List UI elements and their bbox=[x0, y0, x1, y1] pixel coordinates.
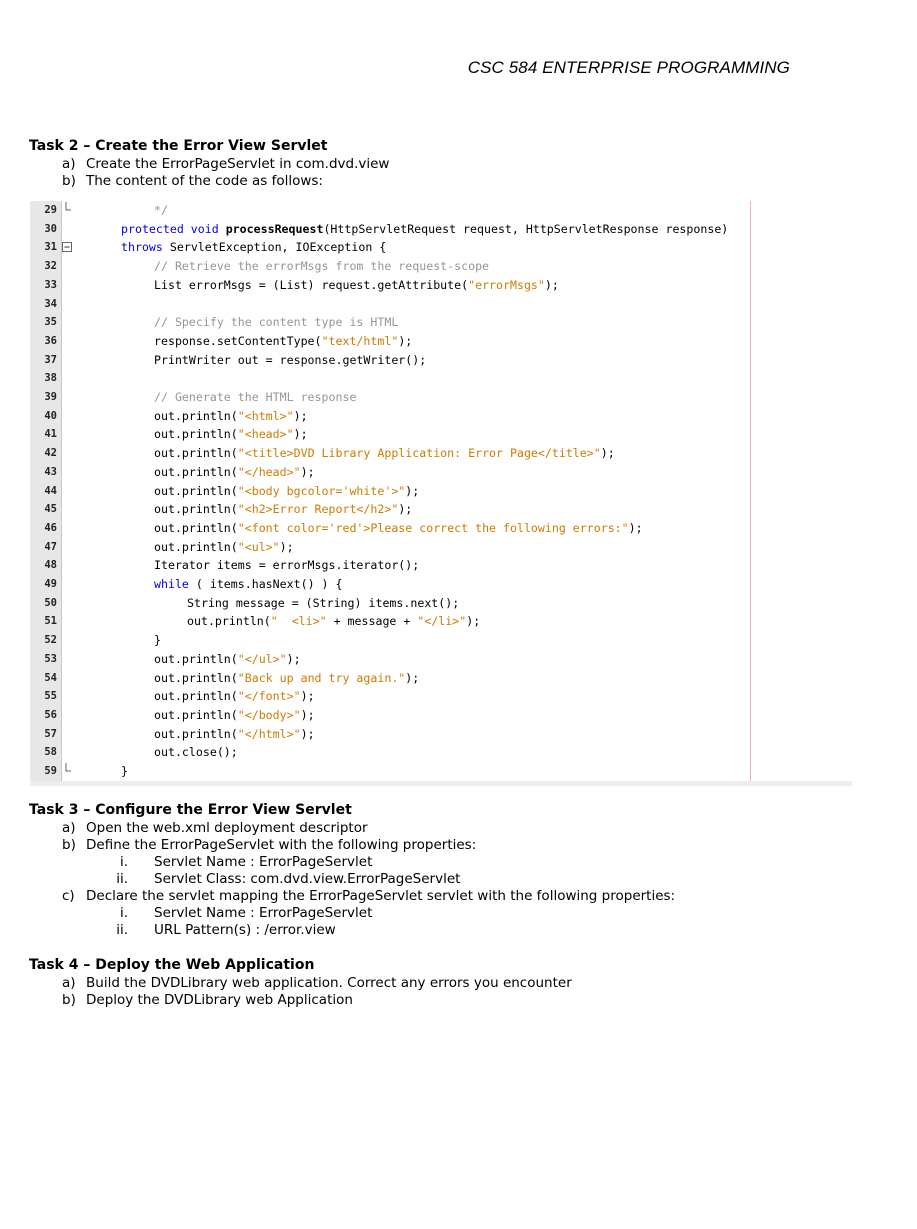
item-text: Declare the servlet mapping the ErrorPageServlet servlet with the following properties: bbox=[86, 888, 676, 904]
task2-item-b bbox=[62, 173, 323, 189]
line-number: 48 bbox=[44, 559, 57, 572]
line-number: 42 bbox=[44, 447, 57, 460]
code-token: processRequest bbox=[225, 221, 324, 236]
code-token: ); bbox=[398, 333, 413, 348]
code-token: "</body>" bbox=[237, 707, 301, 722]
task3-item-c-i bbox=[92, 905, 372, 921]
code-token: ); bbox=[628, 520, 643, 535]
line-number: 30 bbox=[44, 222, 57, 235]
task4-item-b bbox=[62, 992, 353, 1008]
code-token: "<h2>Error Report</h2>" bbox=[237, 502, 399, 517]
item-label: ii. bbox=[116, 871, 128, 887]
code-token: ServletException, IOException { bbox=[169, 240, 387, 255]
code-line bbox=[30, 351, 850, 370]
code-token: while bbox=[154, 577, 189, 591]
code-token: */ bbox=[154, 203, 168, 217]
code-line bbox=[30, 743, 850, 762]
line-number: 40 bbox=[44, 409, 57, 422]
code-token: ); bbox=[544, 277, 559, 292]
code-text bbox=[154, 313, 398, 332]
line-number: 41 bbox=[44, 428, 57, 441]
code-line bbox=[30, 556, 850, 575]
code-token: } bbox=[121, 764, 128, 778]
code-token: out.println( bbox=[154, 446, 238, 461]
line-number: 59 bbox=[44, 765, 57, 777]
code-token: out.println( bbox=[154, 726, 238, 741]
code-text bbox=[154, 407, 308, 426]
code-token: "<html>" bbox=[237, 408, 294, 423]
code-text bbox=[154, 257, 489, 276]
item-text: Deploy the DVDLibrary web Application bbox=[86, 992, 353, 1008]
code-text bbox=[154, 556, 419, 575]
code-text bbox=[154, 538, 294, 557]
code-token: ); bbox=[300, 689, 315, 704]
item-label: b) bbox=[62, 837, 76, 853]
code-line bbox=[30, 332, 850, 351]
code-line bbox=[30, 575, 850, 594]
line-number: 38 bbox=[44, 372, 57, 385]
item-text: Servlet Name : ErrorPageServlet bbox=[154, 854, 373, 870]
code-text bbox=[154, 276, 559, 295]
line-number: 31 bbox=[44, 241, 57, 254]
item-label: a) bbox=[62, 820, 76, 836]
code-line bbox=[30, 220, 850, 239]
task3-item-c-ii bbox=[92, 922, 336, 938]
code-line bbox=[30, 500, 850, 519]
code-token: ); bbox=[405, 670, 420, 685]
code-token: ); bbox=[293, 408, 308, 423]
code-token: List errorMsgs = (List) request.getAttribute( bbox=[154, 277, 469, 292]
task3-item-b-ii bbox=[92, 871, 460, 887]
code-line bbox=[30, 201, 850, 220]
line-number: 36 bbox=[44, 334, 57, 347]
code-line bbox=[30, 538, 850, 557]
item-label: i. bbox=[119, 905, 128, 921]
code-text bbox=[154, 482, 419, 501]
line-number: 33 bbox=[44, 278, 57, 291]
task4-item-a bbox=[62, 975, 572, 991]
code-line bbox=[30, 519, 850, 538]
item-text: Create the ErrorPageServlet in com.dvd.view bbox=[86, 156, 390, 172]
code-token: "<title>DVD Library Application: Error Page</title>" bbox=[237, 446, 601, 461]
code-line bbox=[30, 238, 850, 257]
code-token: "</ul>" bbox=[237, 651, 287, 666]
code-token: "</html>" bbox=[237, 726, 301, 741]
code-token: // Generate the HTML response bbox=[154, 390, 357, 404]
code-text bbox=[154, 669, 419, 688]
code-token: out.println( bbox=[154, 651, 238, 666]
code-text bbox=[154, 201, 168, 220]
item-text: Servlet Name : ErrorPageServlet bbox=[154, 905, 373, 921]
task2-item-a bbox=[62, 156, 389, 172]
task2-title: Task 2 – Create the Error View Servlet bbox=[29, 138, 328, 154]
line-number: 54 bbox=[44, 671, 57, 684]
code-text bbox=[154, 425, 308, 444]
code-token: out.println( bbox=[154, 689, 238, 704]
code-text bbox=[187, 612, 480, 631]
item-label: b) bbox=[62, 992, 76, 1008]
code-token: ); bbox=[286, 651, 301, 666]
code-line bbox=[30, 388, 850, 407]
code-token: out.println( bbox=[154, 502, 238, 517]
code-line bbox=[30, 706, 850, 725]
code-line bbox=[30, 725, 850, 744]
code-line bbox=[30, 687, 850, 706]
item-label: ii. bbox=[116, 922, 128, 938]
code-text bbox=[121, 238, 386, 257]
line-number: 56 bbox=[44, 708, 57, 721]
code-line bbox=[30, 594, 850, 613]
code-line bbox=[30, 257, 850, 276]
code-token: (HttpServletRequest request, HttpServletResponse response) bbox=[323, 221, 729, 236]
code-token: ); bbox=[300, 726, 315, 741]
fold-end-icon bbox=[62, 201, 74, 220]
line-number: 45 bbox=[44, 503, 57, 516]
code-token: "</li>" bbox=[417, 614, 467, 629]
task3-item-a bbox=[62, 820, 368, 836]
code-text bbox=[154, 725, 315, 744]
line-number: 49 bbox=[44, 578, 57, 590]
code-token: "errorMsgs" bbox=[468, 277, 545, 292]
item-text: Open the web.xml deployment descriptor bbox=[86, 820, 368, 836]
code-text bbox=[154, 351, 426, 370]
code-line bbox=[30, 631, 850, 650]
code-line bbox=[30, 444, 850, 463]
line-number: 52 bbox=[44, 634, 57, 647]
code-line bbox=[30, 762, 850, 781]
code-token: + message + bbox=[326, 614, 418, 629]
code-token: out.println( bbox=[154, 520, 238, 535]
line-number: 43 bbox=[44, 465, 57, 478]
code-token: PrintWriter out = response.getWriter(); bbox=[154, 352, 427, 367]
code-token: ); bbox=[405, 483, 420, 498]
code-token: "<body bgcolor='white'>" bbox=[237, 483, 406, 498]
code-token: ); bbox=[293, 427, 308, 442]
code-line bbox=[30, 463, 850, 482]
line-number: 46 bbox=[44, 521, 57, 534]
line-number: 37 bbox=[44, 353, 57, 366]
code-token: "<head>" bbox=[237, 427, 294, 442]
code-line bbox=[30, 295, 850, 314]
item-text: Define the ErrorPageServlet with the following properties: bbox=[86, 837, 477, 853]
code-text bbox=[154, 519, 643, 538]
code-token: " <li>" bbox=[270, 614, 327, 629]
code-token: out.println( bbox=[154, 408, 238, 423]
code-token: // Specify the content type is HTML bbox=[154, 315, 399, 330]
code-text bbox=[121, 220, 728, 239]
code-token: "text/html" bbox=[321, 333, 399, 348]
code-token: ); bbox=[398, 502, 413, 517]
code-line bbox=[30, 669, 850, 688]
code-text bbox=[121, 762, 128, 781]
code-token: out.println( bbox=[154, 539, 238, 554]
code-line bbox=[30, 482, 850, 501]
code-token: "<font color='red'>Please correct the following errors:" bbox=[237, 520, 629, 535]
code-line bbox=[30, 425, 850, 444]
code-token: out.println( bbox=[154, 464, 238, 479]
line-number: 50 bbox=[44, 596, 57, 609]
code-token: String message = (String) items.next(); bbox=[187, 595, 460, 610]
fold-collapse-icon[interactable] bbox=[62, 238, 74, 257]
code-token: "Back up and try again." bbox=[237, 670, 406, 685]
code-token: out.println( bbox=[154, 483, 238, 498]
code-line bbox=[30, 369, 850, 388]
item-label: c) bbox=[62, 888, 75, 904]
task3-item-b bbox=[62, 837, 476, 853]
code-token: "</head>" bbox=[237, 464, 301, 479]
line-number: 35 bbox=[44, 316, 57, 329]
code-token: out.println( bbox=[187, 614, 271, 629]
fold-end-icon bbox=[62, 762, 74, 781]
code-text bbox=[154, 706, 315, 725]
code-token: "<ul>" bbox=[237, 539, 280, 554]
line-number: 44 bbox=[44, 484, 57, 497]
line-number: 57 bbox=[44, 727, 57, 740]
code-text bbox=[154, 743, 238, 762]
code-token: out.close(); bbox=[154, 745, 238, 760]
code-text bbox=[154, 687, 315, 706]
line-number: 58 bbox=[44, 746, 57, 759]
code-token: ); bbox=[300, 464, 315, 479]
code-listing bbox=[30, 201, 852, 786]
line-number: 34 bbox=[44, 297, 57, 310]
code-text bbox=[154, 631, 161, 650]
item-label: a) bbox=[62, 156, 76, 172]
code-token: // Retrieve the errorMsgs from the request-scope bbox=[154, 259, 490, 274]
line-number: 53 bbox=[44, 652, 57, 665]
code-text bbox=[154, 575, 342, 594]
code-text bbox=[187, 594, 459, 613]
code-token: response.setContentType( bbox=[154, 333, 322, 348]
line-number: 47 bbox=[44, 540, 57, 553]
editor-bottom-bar bbox=[30, 781, 852, 786]
item-label: b) bbox=[62, 173, 76, 189]
code-token: ); bbox=[300, 707, 315, 722]
line-number: 39 bbox=[44, 391, 57, 403]
item-text: URL Pattern(s) : /error.view bbox=[154, 922, 336, 938]
code-text bbox=[154, 332, 412, 351]
item-text: The content of the code as follows: bbox=[86, 173, 323, 189]
line-number: 55 bbox=[44, 690, 57, 703]
line-number: 51 bbox=[44, 615, 57, 628]
item-label: i. bbox=[119, 854, 128, 870]
code-line bbox=[30, 313, 850, 332]
code-token: protected void bbox=[121, 221, 226, 236]
code-text bbox=[154, 650, 301, 669]
code-token: out.println( bbox=[154, 707, 238, 722]
task4-title: Task 4 – Deploy the Web Application bbox=[29, 957, 315, 973]
item-text: Build the DVDLibrary web application. Correct any errors you encounter bbox=[86, 975, 572, 991]
task3-title: Task 3 – Configure the Error View Servlet bbox=[29, 802, 352, 818]
line-number: 29 bbox=[44, 204, 57, 216]
code-token: ( items.hasNext() ) { bbox=[188, 577, 343, 591]
code-text bbox=[154, 388, 356, 407]
code-token: out.println( bbox=[154, 427, 238, 442]
code-token: throws bbox=[121, 240, 170, 255]
code-line bbox=[30, 650, 850, 669]
code-text bbox=[154, 463, 315, 482]
code-token: "</font>" bbox=[237, 689, 301, 704]
task3-item-b-i bbox=[92, 854, 372, 870]
code-line bbox=[30, 276, 850, 295]
item-text: Servlet Class: com.dvd.view.ErrorPageServlet bbox=[154, 871, 461, 887]
code-token: ); bbox=[466, 614, 481, 629]
code-token: out.println( bbox=[154, 670, 238, 685]
code-token: Iterator items = errorMsgs.iterator(); bbox=[154, 558, 420, 573]
line-number: 32 bbox=[44, 260, 57, 273]
code-line bbox=[30, 407, 850, 426]
code-token: } bbox=[154, 633, 161, 648]
document-header: CSC 584 ENTERPRISE PROGRAMMING bbox=[467, 58, 790, 77]
code-token: ); bbox=[279, 539, 294, 554]
item-label: a) bbox=[62, 975, 76, 991]
task3-item-c bbox=[62, 888, 675, 904]
code-text bbox=[154, 500, 412, 519]
code-token: ); bbox=[600, 446, 615, 461]
code-line bbox=[30, 612, 850, 631]
code-text bbox=[154, 444, 615, 463]
